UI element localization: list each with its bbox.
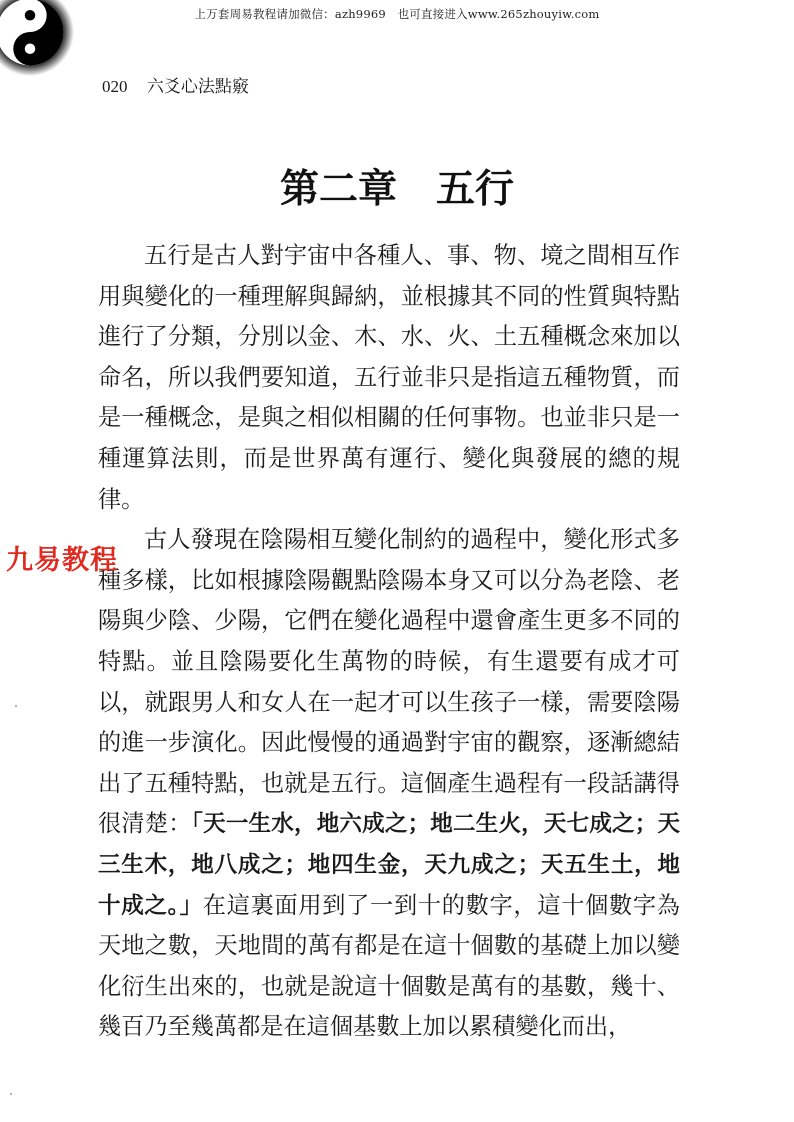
paragraph-1: 五行是古人對宇宙中各種人、事、物、境之間相互作用與變化的一種理解與歸納，並根據其不同的性質與特點進行了分類，分別以金、木、水、火、土五種概念來加以命名，所以我們要知道，五行並非只是指這五種物質，而是一種概念，是與之相似相關的任何事物。也並非只是一種運算法則，而是世界萬有運行、變化與發展的總的規律。 xyxy=(98,242,680,513)
paragraph-2 xyxy=(98,520,680,1048)
scan-speck xyxy=(15,705,17,707)
running-header xyxy=(102,72,249,97)
scan-speck xyxy=(10,1093,12,1095)
yin-yang-icon xyxy=(0,0,74,76)
page-number: 020 xyxy=(102,77,128,96)
body-text xyxy=(98,236,680,1048)
paragraph-2-intro: 古人發現在陰陽相互變化制約的過程中，變化形式多種多樣，比如根據陰陽觀點陰陽本身又可以分為老陰、老陽與少陰、少陽，它們在變化過程中還會產生更多不同的特點。並且陰陽要化生萬物的時候，有生還要有成才可以，就跟男人和女人在一起才可以生孩子一樣，需要陰陽的進一步演化。因此慢慢的通過對宇宙的觀察，逐漸總結出了五種特點，也就是五行。這個產生過程有一段話講得很清楚： xyxy=(98,526,680,838)
paragraph-2-continuation: 在這裏面用到了一到十的數字，這十個數字為天地之數，天地間的萬有都是在這十個數的基礎上加以變化衍生出來的，也就是說這十個數是萬有的基數，幾十、幾百乃至幾萬都是在這個基數上加以累積變化而出， xyxy=(98,891,680,1041)
watermark: 九易教程 xyxy=(6,545,118,576)
chapter-title: 第二章 五行 xyxy=(279,166,514,212)
book-title: 六爻心法點竅 xyxy=(146,77,249,97)
top-banner: 上万套周易教程请加微信：azh9969 也可直接进入www.265zhouyiw.com xyxy=(194,7,600,21)
paragraph-2-quote: 「天一生水，地六成之；地二生火，天七成之；天三生木，地八成之；地四生金，天九成之；天五生土，地十成之。」 xyxy=(98,811,680,919)
